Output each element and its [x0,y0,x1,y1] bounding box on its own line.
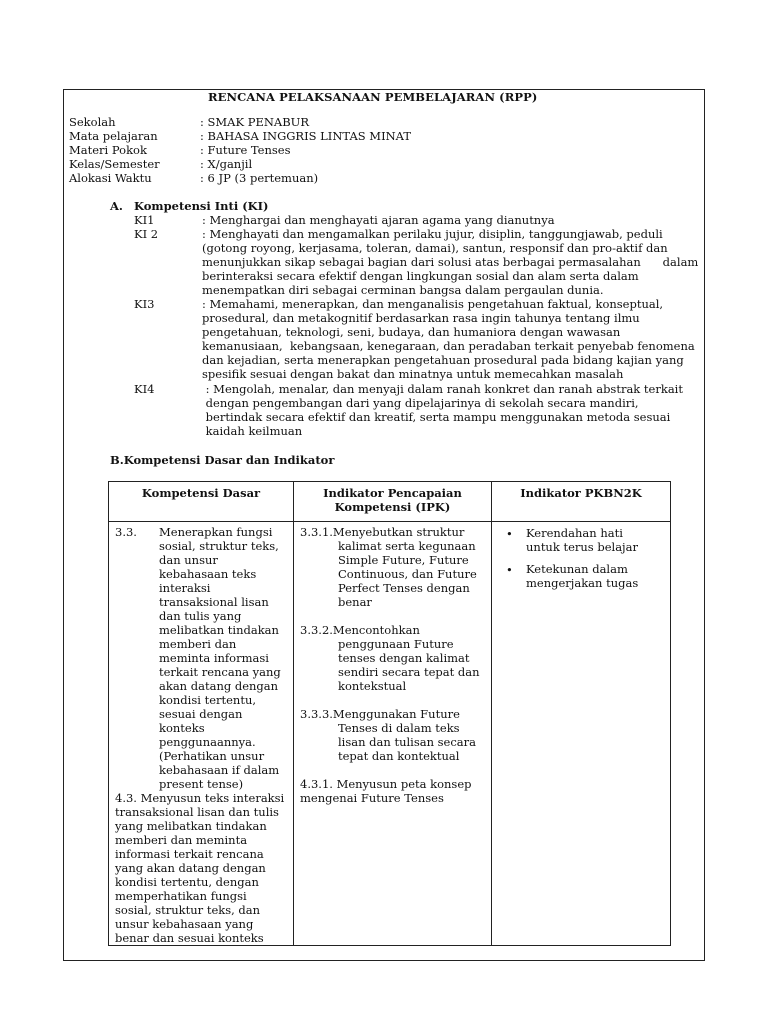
identity-label-school: Sekolah [69,115,116,129]
kd-line: memberi dan [159,637,237,651]
kd-line: benar dan sesuai konteks [115,931,264,945]
ipk-item [300,777,491,805]
kd-line: transaksional lisan dan tulis [115,805,279,819]
ipk-line: Perfect Tenses dengan [338,581,470,595]
section-b-title: B.Kompetensi Dasar dan Indikator [110,453,335,467]
kd-line: sosial, struktur teks, dan [115,903,261,917]
ipk-item [300,623,491,693]
bullet-icon: • [506,527,513,541]
ipk-item [300,525,491,609]
ipk-line: tenses dengan kalimat [338,651,470,665]
kd-3-3-number: 3.3. [115,525,137,539]
identity-value-school: : SMAK PENABUR [200,115,310,129]
ki4-line: dengan pengembangan dari yang dipelajarinya di sekolah secara mandiri, [202,396,639,410]
kd-line: transaksional lisan [159,595,269,609]
kd-line: (Perhatikan unsur [159,749,265,763]
bullet-icon: • [506,563,513,577]
ki3-code: KI3 [134,297,155,311]
pkbn2k-item [492,562,670,590]
kd-line: meminta informasi [159,651,269,665]
ki3-line: kemanusiaan, kebangsaan, kenegaraan, dan peradaban terkait penyebab fenomena [202,339,695,353]
ki2-code: KI 2 [134,227,159,241]
kd-line: yang akan datang dengan [115,861,266,875]
header-pkbn2k: Indikator PKBN2K [492,482,671,522]
ki4-line: : Mengolah, menalar, dan menyaji dalam ranah konkret dan ranah abstrak terkait [202,382,683,396]
kd-line: memberi dan meminta [115,833,248,847]
ipk-line: Simple Future, Future [338,553,469,567]
ki4-line: kaidah keilmuan [202,424,303,438]
kd-line: memperhatikan fungsi [115,889,247,903]
section-a-marker: A. [110,199,123,213]
ipk-item [300,707,491,763]
kd-line: kebahasaan if dalam [159,763,280,777]
ipk-line: 3.3.1.Menyebutkan struktur [300,525,465,539]
kd-line: interaksi [159,581,211,595]
ki3-line: spesifik sesuai dengan bakat dan minatnya untuk memecahkan masalah [202,367,624,381]
ki2-line: menunjukkan sikap sebagai bagian dari solusi atas berbagai permasalahan dalam [202,255,699,269]
kd-line: 4.3. Menyusun teks interaksi [115,791,285,805]
kd-line: present tense) [159,777,244,791]
identity-value-topic: : Future Tenses [200,143,291,157]
ipk-line: 3.3.3.Menggunakan Future [300,707,460,721]
ipk-line: mengenai Future Tenses [300,791,444,805]
ki2-line: menempatkan diri sebagai cerminan bangsa dalam pergaulan dunia. [202,283,604,297]
ki2-line: berinteraksi secara efektif dengan lingkungan sosial dan alam serta dalam [202,269,639,283]
identity-value-time: : 6 JP (3 pertemuan) [200,171,319,185]
ipk-line: lisan dan tulisan secara [338,735,477,749]
ki3-line: : Memahami, menerapkan, dan menganalisis pengetahuan faktual, konseptual, [202,297,664,311]
header-ipk: Indikator Pencapaian Kompetensi (IPK) [294,482,492,522]
kd-line: dan unsur [159,553,218,567]
ki4-line: bertindak secara efektif dan kreatif, serta mampu menggunakan metoda sesuai [202,410,671,424]
kd-4-3-text [115,791,293,945]
ki1-line: : Menghargai dan menghayati ajaran agama yang dianutnya [202,213,555,227]
ki4-code: KI4 [134,382,155,396]
kd-line: Menerapkan fungsi [159,525,273,539]
kd-line: kondisi tertentu, dengan [115,875,259,889]
kd-line: kebahasaan teks [159,567,257,581]
kd-line: konteks [159,721,205,735]
kd-line: yang melibatkan tindakan [115,819,267,833]
header-kompetensi-dasar: Kompetensi Dasar [109,482,294,522]
pkbn2k-line: untuk terus belajar [526,540,638,554]
kd-line: melibatkan tindakan [159,623,279,637]
kd-cell [109,522,294,946]
kd-line: sesuai dengan [159,707,243,721]
ipk-cell [294,522,492,946]
section-a-title: Kompetensi Inti (KI) [134,199,269,213]
ki2-line: : Menghayati dan mengamalkan perilaku jujur, disiplin, tanggungjawab, peduli [202,227,663,241]
identity-label-time: Alokasi Waktu [69,171,152,185]
ipk-line: Tenses di dalam teks [338,721,460,735]
ki3-line: dan kejadian, serta menerapkan pengetahuan prosedural pada bidang kajian yang [202,353,684,367]
ipk-line: kalimat serta kegunaan [338,539,476,553]
ki3-line: pengetahuan, teknologi, seni, budaya, dan humaniora dengan wawasan [202,325,621,339]
kd-line: dan tulis yang [159,609,242,623]
ipk-line: penggunaan Future [338,637,454,651]
ipk-line: kontekstual [338,679,407,693]
kd-line: sosial, struktur teks, [159,539,279,553]
ipk-line: Continuous, dan Future [338,567,477,581]
ki3-line: prosedural, dan metakognitif berdasarkan rasa ingin tahunya tentang ilmu [202,311,640,325]
ipk-line: benar [338,595,372,609]
identity-value-subject: : BAHASA INGGRIS LINTAS MINAT [200,129,412,143]
kd-line: penggunaannya. [159,735,256,749]
pkbn2k-cell [492,522,671,946]
pkbn2k-item [492,526,670,554]
pkbn2k-line: Ketekunan dalam [526,562,628,576]
ipk-line: 3.3.2.Mencontohkan [300,623,420,637]
identity-value-class: : X/ganjil [200,157,253,171]
kd-line: informasi terkait rencana [115,847,264,861]
identity-label-topic: Materi Pokok [69,143,147,157]
ipk-line: sendiri secara tepat dan [338,665,480,679]
document-title: RENCANA PELAKSANAAN PEMBELAJARAN (RPP) [208,90,538,104]
ki1-code: KI1 [134,213,155,227]
kd-line: kondisi tertentu, [159,693,257,707]
competency-table [108,481,671,946]
pkbn2k-line: mengerjakan tugas [526,576,639,590]
identity-label-class: Kelas/Semester [69,157,160,171]
kd-line: unsur kebahasaan yang [115,917,254,931]
ipk-line: tepat dan kontektual [338,749,460,763]
pkbn2k-line: Kerendahan hati [526,526,623,540]
kd-line: akan datang dengan [159,679,279,693]
ipk-line: 4.3.1. Menyusun peta konsep [300,777,472,791]
ki2-line: (gotong royong, kerjasama, toleran, damai), santun, responsif dan pro-aktif dan [202,241,668,255]
kd-3-3-text [159,525,293,791]
identity-label-subject: Mata pelajaran [69,129,158,143]
kd-line: terkait rencana yang [159,665,281,679]
